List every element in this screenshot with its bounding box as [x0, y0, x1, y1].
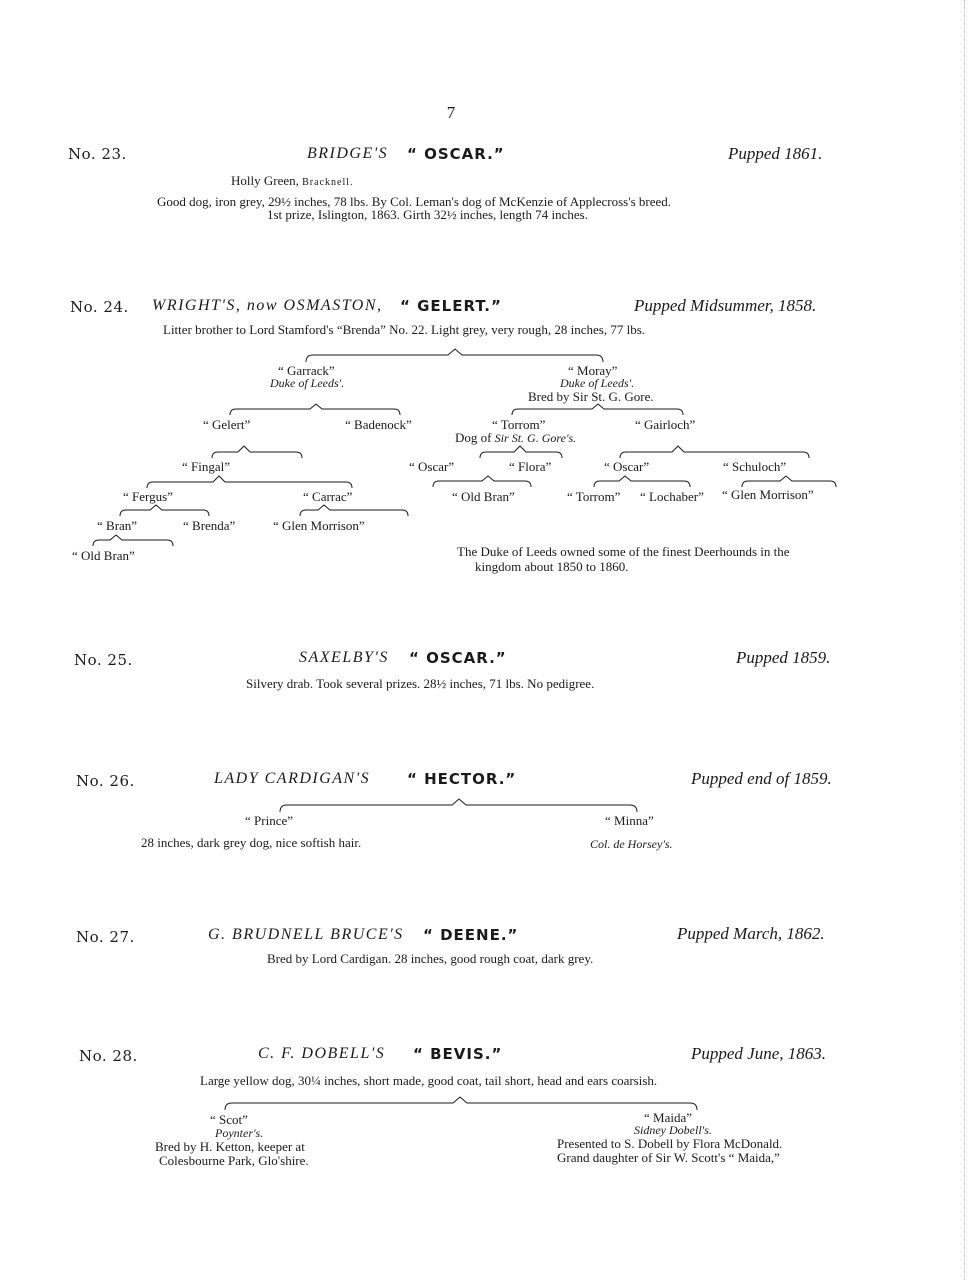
- brace-gairloch: [620, 446, 809, 458]
- brace-fergus: [120, 505, 209, 516]
- dam-name: “ Minna”: [605, 813, 654, 828]
- dam-owner: Sidney Dobell's.: [634, 1123, 712, 1137]
- owner-name: C. F. DOBELL'S: [258, 1045, 386, 1062]
- pedigree-fergus: “ Fergus”: [123, 489, 173, 504]
- pedigree-schuloch: “ Schuloch”: [723, 459, 787, 474]
- owner-name: G. BRUDNELL BRUCE'S: [208, 926, 404, 943]
- pupped-date: Pupped March, 1862.: [677, 924, 825, 943]
- description: Silvery drab. Took several prizes. 28½ inches, 71 lbs. No pedigree.: [246, 676, 595, 691]
- address-place: Bracknell.: [302, 177, 354, 188]
- brace-bran: [93, 535, 173, 546]
- brace-gelert: [212, 446, 302, 458]
- brace-moray: [512, 404, 683, 415]
- dog-name: “ GELERT.”: [400, 297, 502, 315]
- pedigree-flora: “ Flora”: [509, 459, 552, 474]
- entry-number: No. 26.: [76, 772, 135, 790]
- pedigree-brenda: “ Brenda”: [183, 518, 236, 533]
- note-line-1: The Duke of Leeds owned some of the finest Deerhounds in the: [457, 544, 790, 559]
- owner-name: LADY CARDIGAN'S: [214, 770, 371, 787]
- entry-number: No. 24.: [70, 298, 129, 316]
- page-number: 7: [446, 103, 456, 122]
- pedigree-gairloch: “ Gairloch”: [635, 417, 696, 432]
- sire-line-2: Colesbourne Park, Glo'shire.: [159, 1153, 309, 1168]
- description-line-1: Good dog, iron grey, 29½ inches, 78 lbs. By Col. Leman's dog of McKenzie of Applecross's breed.: [157, 194, 672, 209]
- brace-torrom: [480, 446, 562, 458]
- pedigree-glen-morrison: “ Glen Morrison”: [722, 487, 814, 502]
- brace-carrac: [300, 505, 408, 516]
- pedigree-gelert: “ Gelert”: [203, 417, 251, 432]
- description: Litter brother to Lord Stamford's “Brenda” No. 22. Light grey, very rough, 28 inches, 77 lbs.: [163, 322, 646, 337]
- owner-name: BRIDGE'S: [307, 145, 389, 162]
- pedigree-torrom-note-prefix: Dog of: [455, 430, 492, 445]
- pedigree-oscar: “ Oscar”: [409, 459, 455, 474]
- pedigree-lochaber: “ Lochaber”: [640, 489, 704, 504]
- brace-schuloch: [742, 476, 836, 487]
- pupped-date: Pupped 1861.: [728, 144, 823, 163]
- dog-name: “ DEENE.”: [423, 926, 519, 944]
- brace-fingal: [147, 476, 352, 488]
- pedigree-fingal: “ Fingal”: [182, 459, 231, 474]
- dam-line-1: Presented to S. Dobell by Flora McDonald.: [557, 1136, 783, 1151]
- pedigree-garrack-owner: Duke of Leeds'.: [270, 376, 345, 390]
- pupped-date: Pupped 1859.: [736, 648, 831, 667]
- brace-oscar: [433, 476, 531, 487]
- dam-line-2: Grand daughter of Sir W. Scott's “ Maida,”: [557, 1150, 780, 1165]
- brace-oscar-2: [594, 476, 690, 487]
- brace-garrack: [230, 404, 400, 415]
- brace-hector: [280, 799, 637, 812]
- pedigree-torrom-note-owner: Sir St. G. Gore's.: [494, 431, 577, 445]
- address-prefix: Holly Green,: [231, 173, 299, 188]
- dog-name: “ OSCAR.”: [409, 649, 507, 667]
- note-line-2: kingdom about 1850 to 1860.: [475, 559, 629, 574]
- pupped-date: Pupped end of 1859.: [691, 769, 832, 788]
- dam-owner: Col. de Horsey's.: [590, 837, 673, 851]
- dog-name: “ OSCAR.”: [407, 145, 505, 163]
- dam-name: “ Maida”: [644, 1110, 693, 1125]
- pedigree-old-bran-2: “ Old Bran”: [72, 548, 135, 563]
- pedigree-badenock: “ Badenock”: [345, 417, 412, 432]
- pedigree-moray-bred: Bred by Sir St. G. Gore.: [528, 389, 654, 404]
- pedigree-torrom-2: “ Torrom”: [567, 489, 621, 504]
- owner-name: SAXELBY'S: [299, 649, 389, 666]
- sire-owner: Poynter's.: [215, 1126, 264, 1140]
- description: 28 inches, dark grey dog, nice softish hair.: [141, 835, 362, 850]
- pedigree-bran: “ Bran”: [97, 518, 138, 533]
- entry-number: No. 27.: [76, 928, 135, 946]
- owner-name: WRIGHT'S, now OSMASTON,: [152, 297, 383, 314]
- pedigree-moray: “ Moray”: [568, 363, 618, 378]
- entry-number: No. 28.: [79, 1047, 138, 1065]
- entry-number: No. 23.: [68, 145, 127, 163]
- pedigree-oscar-2: “ Oscar”: [604, 459, 650, 474]
- pedigree-glen-morrison-2: “ Glen Morrison”: [273, 518, 365, 533]
- pedigree-carrac: “ Carrac”: [303, 489, 353, 504]
- sire-line-1: Bred by H. Ketton, keeper at: [155, 1139, 305, 1154]
- pedigree-torrom: “ Torrom”: [492, 417, 546, 432]
- sire-name: “ Prince”: [245, 813, 294, 828]
- entry-number: No. 25.: [74, 651, 133, 669]
- pedigree-old-bran: “ Old Bran”: [452, 489, 515, 504]
- pupped-date: Pupped Midsummer, 1858.: [634, 296, 817, 315]
- description-line-2: 1st prize, Islington, 1863. Girth 32½ inches, length 74 inches.: [267, 207, 588, 222]
- description: Bred by Lord Cardigan. 28 inches, good rough coat, dark grey.: [267, 951, 594, 966]
- brace-bevis: [225, 1097, 697, 1110]
- description: Large yellow dog, 30¼ inches, short made, good coat, tail short, head and ears coarsish.: [200, 1073, 658, 1088]
- pupped-date: Pupped June, 1863.: [691, 1044, 827, 1063]
- sire-name: “ Scot”: [210, 1112, 248, 1127]
- brace-sire-dam: [306, 349, 603, 362]
- pedigree-moray-owner: Duke of Leeds'.: [560, 376, 635, 390]
- pedigree-garrack: “ Garrack”: [278, 363, 335, 378]
- dog-name: “ HECTOR.”: [407, 770, 517, 788]
- dog-name: “ BEVIS.”: [413, 1045, 503, 1063]
